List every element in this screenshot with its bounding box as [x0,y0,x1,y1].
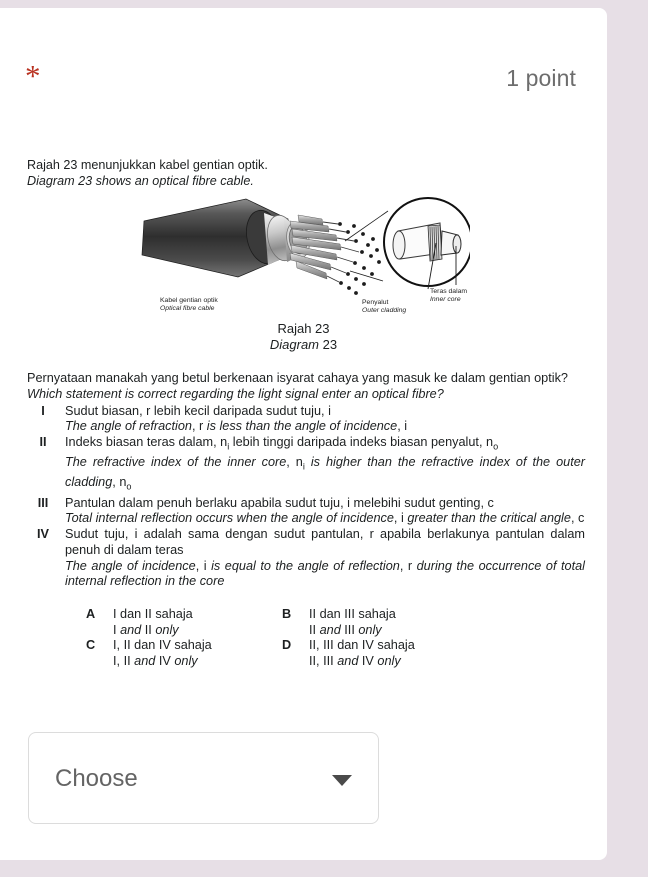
answer-dropdown-placeholder: Choose [55,765,138,792]
statement-numeral: III [37,495,49,510]
question-card-inner [0,8,607,860]
label-cladding-en: Outer cladding [362,307,407,315]
figure-caption-en-rest: 23 [319,336,338,352]
option-text-ms: II, III dan IV sahaja [309,638,415,653]
label-outer-cladding [362,299,406,315]
statement-text [65,496,585,527]
statement-text-ms: Sudut biasan, r lebih kecil daripada sudut tuju, i [65,403,331,418]
statement-item [27,496,585,527]
statement-numeral: II [39,435,47,449]
statement-text-ms: Indeks biasan teras dalam, $n_i$ lebih tinggi daripada indeks biasan penyalut, $n_o$ [65,435,499,452]
points-label: 1 point [506,65,576,91]
label-inner-core [430,288,467,304]
statement-item [27,435,585,496]
option-b [282,607,541,638]
label-cable-en: Optical fibre cable [160,305,215,313]
figure-caption-en [0,337,607,353]
question-card [0,8,607,860]
option-text [309,607,396,638]
option-text-en: II and III only [309,622,382,637]
question-text-en: Which statement is correct regarding the light signal enter an optical fibre? [27,386,444,401]
label-cable-ms: Kabel gentian optik [160,297,218,305]
statement-text [65,404,585,435]
statement-text-en: The refractive index of the inner core, $n_i$ is higher than the refractive index of the outer cladding, $n_o$ [65,455,586,492]
option-d [282,638,541,669]
required-asterisk-icon: * [25,58,41,93]
option-text [309,638,415,669]
option-key: A [86,606,96,621]
statement-text-en: The angle of refraction, r is less than the angle of incidence, i [65,419,408,434]
figure-caption-en-italic: Diagram [269,336,320,352]
chevron-down-icon[interactable] [332,775,352,786]
option-text-ms: I, II dan IV sahaja [113,638,212,653]
option-a [86,607,282,638]
stem-en-prefix: Diagram 23 [27,173,93,188]
statement-text [65,527,585,590]
option-text-en: I and II only [113,622,179,637]
statement-text [65,435,585,496]
label-core-en: Inner core [430,296,461,304]
label-cladding-ms: Penyalut [362,299,389,307]
stem-line-ms: Rajah 23 menunjukkan kabel gentian optik. [27,158,268,172]
stem-en-rest: shows an optical fibre cable. [92,173,254,188]
statement-text-en: The angle of incidence, i is equal to the angle of reflection, r during the occurrence of total internal reflection in the core [65,558,585,589]
option-key: C [86,638,96,653]
option-text [113,607,193,638]
statement-item [27,404,585,435]
question-body [0,158,607,670]
statement-numeral: I [41,403,45,418]
option-c [86,638,282,669]
figure-23 [0,193,607,361]
question-header [0,60,607,104]
statement-text-ms: Sudut tuju, i adalah sama dengan sudut pantulan, r apabila berlakunya pantulan dalam penuh di dalam teras [65,527,585,557]
option-text-en: I, II and IV only [113,654,198,669]
statement-text-en: Total internal reflection occurs when the angle of incidence, i greater than the critical angle, c [65,511,585,526]
option-text-ms: I dan II sahaja [113,606,193,621]
optical-fibre-cable-illustration [140,193,470,318]
option-key: B [282,606,292,621]
answer-dropdown[interactable] [28,732,379,824]
question-text [27,371,585,402]
statement-text-ms: Pantulan dalam penuh berlaku apabila sudut tuju, i melebihi sudut genting, c [65,495,494,510]
option-text-en: II, III and IV only [309,654,401,669]
statement-item [27,527,585,590]
label-optical-fibre-cable [160,297,218,313]
stem-line-en [27,174,607,190]
question-stem [27,158,607,189]
statement-numeral: IV [37,527,49,542]
option-list [86,607,541,670]
option-key: D [282,638,292,653]
question-text-ms: Pernyataan manakah yang betul berkenaan isyarat cahaya yang masuk ke dalam gentian optik? [27,371,568,386]
option-text [113,638,212,669]
statement-list [27,404,585,590]
figure-caption [0,321,607,352]
option-text-ms: II dan III sahaja [309,606,396,621]
figure-caption-ms: Rajah 23 [277,321,330,337]
label-core-ms: Teras dalam [430,288,468,296]
